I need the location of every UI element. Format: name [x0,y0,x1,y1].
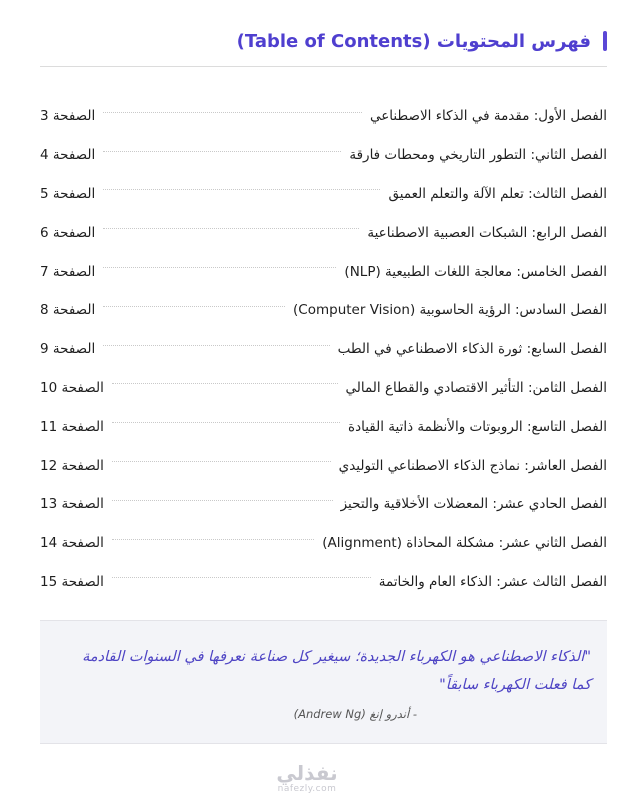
toc-row[interactable] [40,97,607,136]
toc-page-number: الصفحة 14 [40,535,104,552]
toc-chapter-title: الفصل الخامس: معالجة اللغات الطبيعية (NLP) [344,263,607,280]
dotted-leader [103,189,380,190]
toc-chapter-title: الفصل الثامن: التأثير الاقتصادي والقطاع المالي [345,379,607,396]
quote-box [40,620,607,744]
toc-chapter-title: الفصل الحادي عشر: المعضلات الأخلاقية والتحيز [340,496,607,513]
dotted-leader [112,422,340,423]
toc-page-number: الصفحة 9 [40,341,96,358]
dotted-leader [112,577,371,578]
dotted-leader [103,267,336,268]
toc-chapter-title: الفصل التاسع: الروبوتات والأنظمة ذاتية القيادة [348,418,607,435]
quote-author: - أندرو إنغ (Andrew Ng) [293,707,417,721]
toc-row[interactable] [40,136,607,175]
dotted-leader [112,500,333,501]
toc-header [40,26,607,56]
toc-row[interactable] [40,524,607,563]
toc-page-number: الصفحة 6 [40,224,96,241]
toc-row[interactable] [40,446,607,485]
toc-page-number: الصفحة 12 [40,457,104,474]
toc-page-number: الصفحة 7 [40,263,96,280]
toc-chapter-title: الفصل العاشر: نماذج الذكاء الاصطناعي التوليدي [338,457,607,474]
toc-chapter-title: الفصل السابع: ثورة الذكاء الاصطناعي في الطب [337,341,607,358]
toc-row[interactable] [40,291,607,330]
dotted-leader [112,461,331,462]
toc-chapter-title: الفصل الرابع: الشبكات العصبية الاصطناعية [367,224,607,241]
dotted-leader [112,539,314,540]
dotted-leader [103,345,329,346]
watermark-main: نفذلي [276,761,338,785]
toc-row[interactable] [40,330,607,369]
title-divider [40,66,607,67]
toc-page-number: الصفحة 4 [40,147,96,164]
toc-chapter-title: الفصل الثالث عشر: الذكاء العام والخاتمة [378,573,607,590]
toc-page-number: الصفحة 10 [40,379,104,396]
toc-page-number: الصفحة 13 [40,496,104,513]
toc-row[interactable] [40,213,607,252]
toc-chapter-title: الفصل الثالث: تعلم الآلة والتعلم العميق [388,185,607,202]
toc-chapter-title: الفصل السادس: الرؤية الحاسوبية (Computer Vision) [293,302,607,319]
dotted-leader [103,112,362,113]
toc-row[interactable] [40,369,607,408]
page-title: فهرس المحتويات (Table of Contents) [236,30,591,52]
watermark-sub: nafezly.com [277,784,337,794]
toc-row[interactable] [40,175,607,214]
toc-page-number: الصفحة 3 [40,108,96,125]
toc-row[interactable] [40,485,607,524]
toc-page-number: الصفحة 15 [40,573,104,590]
toc-chapter-title: الفصل الأول: مقدمة في الذكاء الاصطناعي [369,108,607,125]
dotted-leader [103,306,285,307]
title-accent-bar [603,31,607,51]
toc-row[interactable] [40,252,607,291]
quote-text: "الذكاء الاصطناعي هو الكهرباء الجديدة؛ سيغير كل صناعة نعرفها في السنوات القادمة كما فعلت الكهرباء سابقاً" [82,649,591,693]
dotted-leader [112,383,338,384]
toc-row[interactable] [40,407,607,446]
toc-page-number: الصفحة 8 [40,302,96,319]
dotted-leader [103,151,341,152]
toc-chapter-title: الفصل الثاني عشر: مشكلة المحاذاة (Alignment) [322,535,607,552]
toc-row[interactable] [40,563,607,602]
toc-page-number: الصفحة 11 [40,418,104,435]
nafezly-watermark-logo [272,762,342,794]
toc-page-number: الصفحة 5 [40,185,96,202]
table-of-contents [40,97,607,601]
dotted-leader [103,228,359,229]
toc-chapter-title: الفصل الثاني: التطور التاريخي ومحطات فارقة [349,147,607,164]
